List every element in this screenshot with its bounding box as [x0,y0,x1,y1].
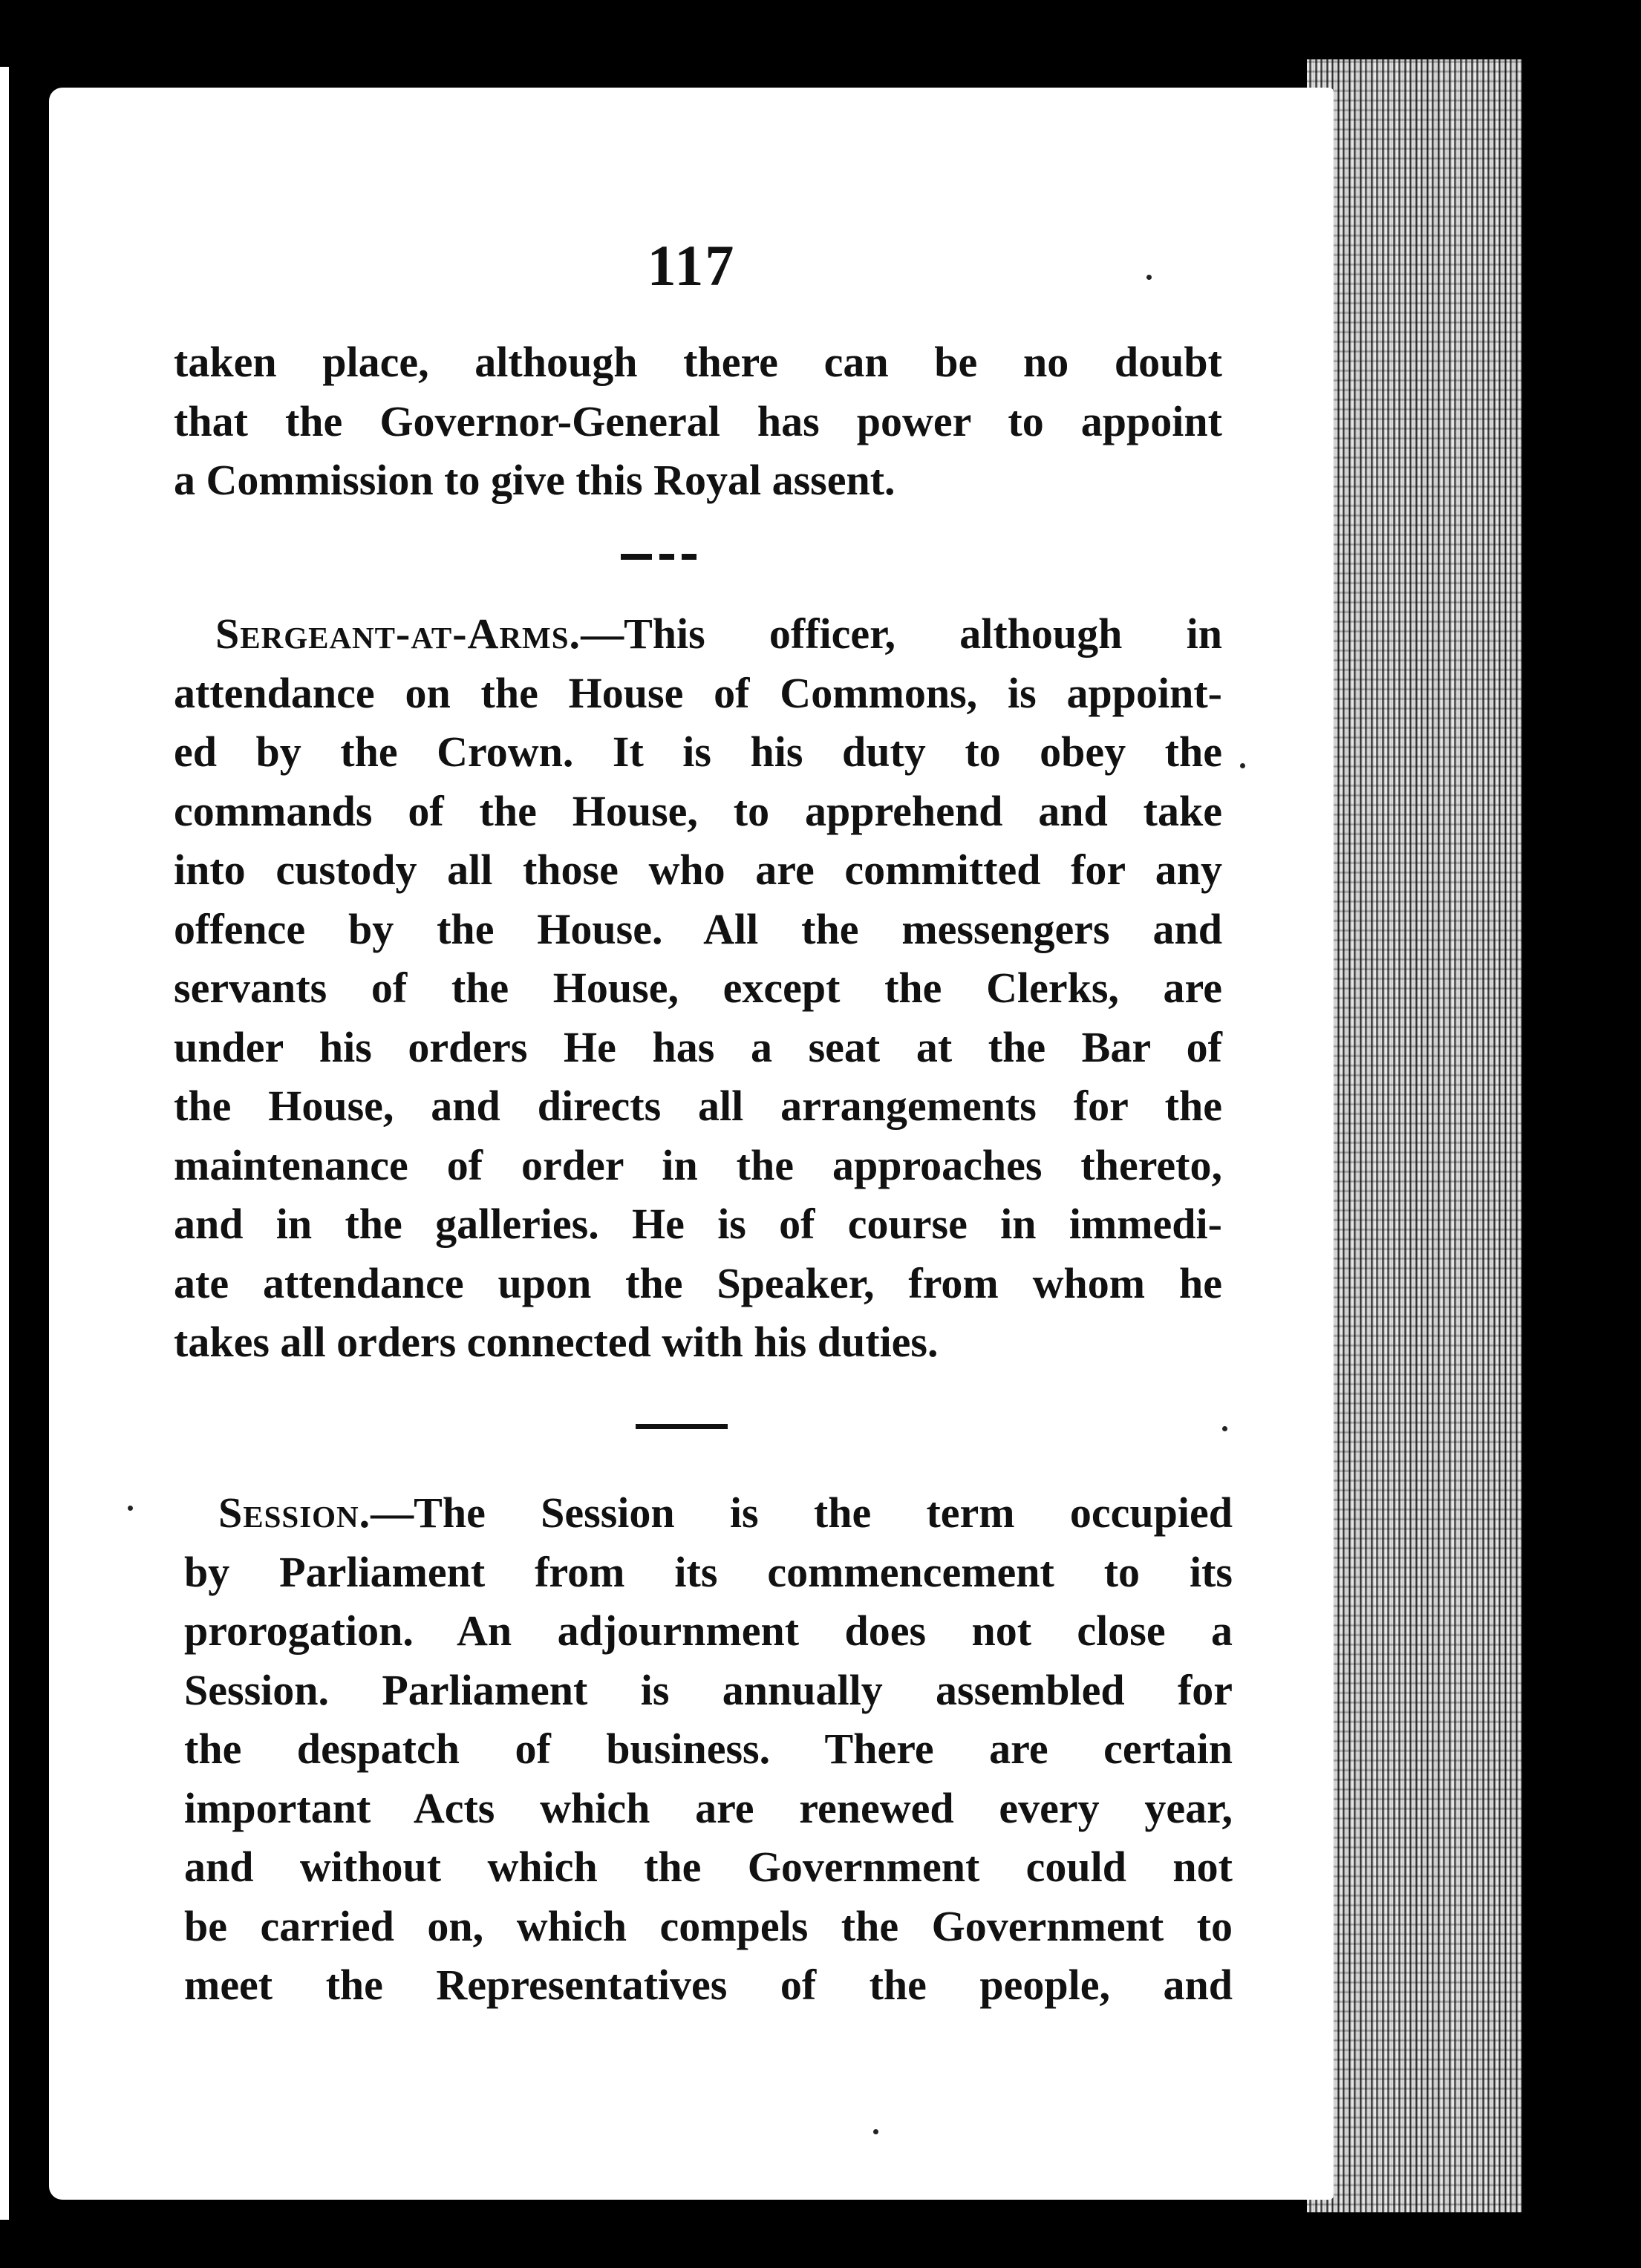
entry-first-line [174,604,1222,664]
text-line: the despatch of business. There are certain [184,1725,1233,1773]
text-line: a Commission to give this Royal assent. [174,456,895,504]
continued-paragraph [174,333,1222,510]
text-line: offence by the House. All the messengers and [174,904,1222,953]
text-line: meet the Representatives of the people, and [184,1961,1233,2009]
text-line: Session. Parliament is annually assembled for [184,1665,1233,1714]
text-line: the House, and directs all arrangements for the [174,1082,1222,1130]
text-line: ed by the Crown. It is his duty to obey the [174,728,1222,776]
text-line: be carried on, which compels the Government to [184,1901,1233,1950]
text-line: ate attendance upon the Speaker, from whom he [174,1258,1222,1307]
text-line: important Acts which are renewed every year, [184,1783,1233,1832]
session-entry [184,1483,1233,2015]
section-divider-dash [659,554,674,560]
text-line: and without which the Government could not [184,1843,1233,1891]
text-line: taken place, although there can be no doubt [174,338,1222,386]
text-line: commands of the House, to apprehend and take [174,786,1222,835]
entry-heading: Sergeant-at-Arms. [215,610,581,658]
text-line: that the Governor-General has power to appoint [174,396,1222,445]
text-line: by Parliament from its commencement to its [184,1547,1233,1596]
page-number: 117 [647,233,736,298]
scan-speck [1146,275,1152,280]
entry-heading: Session. [218,1488,371,1537]
book-spine-edge [0,67,9,2220]
entry-first-line-text: —This officer, although in [581,610,1222,658]
text-line: prorogation. An adjournment does not close a [184,1607,1233,1655]
text-line: into custody all those who are committed for any [174,846,1222,894]
scan-speck [1240,763,1245,768]
text-line: maintenance of order in the approaches thereto, [174,1140,1222,1189]
section-divider [636,1424,728,1429]
scan-speck [873,2129,878,2134]
scan-speck [128,1506,133,1511]
page-edges [1307,59,1522,2212]
text-line: and in the galleries. He is of course in immedi- [174,1200,1222,1248]
sergeant-at-arms-entry [174,604,1222,1372]
text-line: servants of the House, except the Clerks, are [174,964,1222,1012]
book-page [49,88,1334,2200]
entry-first-line [184,1483,1233,1543]
section-divider [621,554,652,560]
entry-first-line-text: —The Session is the term occupied [371,1488,1233,1537]
text-line: takes all orders connected with his duties. [174,1318,939,1366]
section-divider-dash [682,554,696,560]
text-line: attendance on the House of Commons, is appoint- [174,668,1222,717]
scan-speck [1222,1426,1227,1431]
text-line: under his orders He has a seat at the Bar of [174,1022,1222,1071]
